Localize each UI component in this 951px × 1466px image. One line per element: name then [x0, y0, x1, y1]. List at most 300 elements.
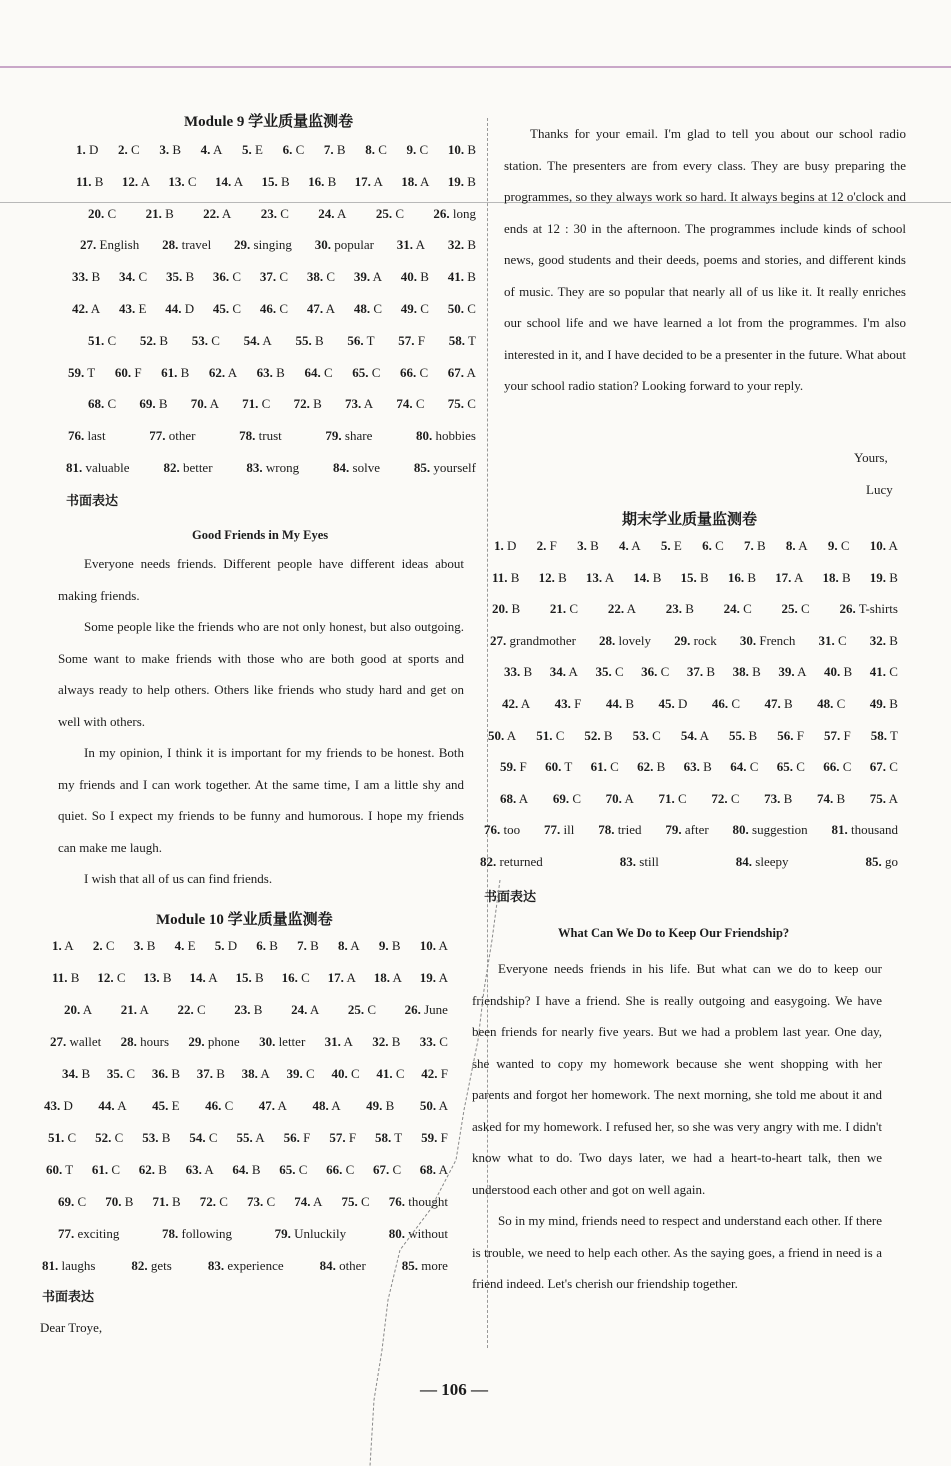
answer-item: [764, 696, 792, 712]
answer-row: [484, 822, 898, 838]
answer-number: 73.: [764, 790, 781, 806]
final-essay-body: [472, 953, 882, 1300]
answer-item: [608, 601, 636, 617]
answer-number: 58.: [375, 1130, 392, 1145]
answer-value: C: [746, 759, 759, 775]
answer-value: B: [586, 538, 599, 553]
answer-item: [256, 938, 278, 954]
answer-number: 47.: [764, 696, 781, 711]
answer-number: 41.: [869, 664, 886, 680]
answer-item: [712, 696, 740, 712]
answer-value: C: [263, 1194, 276, 1209]
answer-item: [188, 1034, 239, 1050]
answer-number: 35.: [165, 269, 183, 285]
answer-value: F: [516, 759, 527, 775]
answer-number: 54.: [243, 332, 260, 348]
answer-value: A: [628, 538, 641, 553]
answer-value: wallet: [66, 1034, 102, 1049]
answer-value: C: [392, 1066, 405, 1081]
answer-item: [93, 938, 115, 954]
answer-item: [828, 538, 850, 554]
answer-number: 43.: [44, 1098, 61, 1113]
answer-number: 14.: [633, 569, 650, 585]
answer-value: ill: [560, 822, 575, 838]
answer-value: tried: [614, 822, 642, 838]
answer-item: [870, 696, 898, 712]
answer-number: 27.: [490, 632, 507, 648]
answer-number: 22.: [607, 601, 625, 617]
answer-item: [352, 365, 380, 381]
answer-number: 46.: [205, 1098, 222, 1113]
answer-number: 82.: [131, 1258, 148, 1273]
answer-item: [324, 142, 346, 158]
answer-number: 51.: [536, 727, 553, 743]
answer-item: [414, 460, 476, 476]
answer-number: 20.: [64, 1002, 81, 1017]
answer-item: [599, 633, 651, 649]
answer-item: [143, 970, 171, 986]
answer-item: [66, 460, 130, 476]
answer-item: [48, 1130, 76, 1146]
answer-value: A: [138, 173, 151, 189]
answer-value: F: [570, 696, 582, 711]
answer-item: [279, 1162, 307, 1178]
answer-item: [242, 142, 263, 158]
answer-value: B: [272, 364, 285, 380]
answer-value: rock: [690, 632, 717, 648]
answer-number: 10.: [869, 538, 886, 553]
answer-value: A: [389, 970, 402, 985]
answer-number: 34.: [62, 1066, 79, 1081]
answer-number: 46.: [259, 301, 277, 316]
answer-number: 70.: [105, 1194, 122, 1209]
answer-number: 32.: [447, 237, 465, 253]
answer-number: 5.: [241, 142, 252, 157]
answer-item: [539, 570, 567, 586]
answer-number: 10.: [419, 938, 436, 953]
answer-item: [775, 570, 803, 586]
answer-number: 44.: [605, 696, 623, 711]
answer-number: 3.: [133, 938, 144, 953]
answer-value: C: [464, 301, 476, 316]
answer-number: 40.: [400, 269, 418, 285]
answer-value: B: [311, 332, 324, 348]
answer-item: [284, 1130, 311, 1146]
answer-value: popular: [330, 237, 374, 253]
answer-item: [764, 791, 792, 807]
answer-value: C: [104, 205, 117, 221]
answer-value: A: [307, 1002, 320, 1017]
answer-item: [839, 601, 898, 617]
answer-value: C: [611, 664, 624, 680]
answer-item: [208, 1258, 284, 1274]
answer-value: A: [463, 364, 476, 380]
answer-item: [502, 696, 530, 712]
answer-number: 33.: [504, 664, 521, 680]
answer-item: [275, 1226, 347, 1242]
answer-value: B: [388, 938, 401, 953]
answer-item: [215, 938, 237, 954]
answer-item: [724, 601, 752, 617]
answer-item: [822, 570, 850, 586]
answer-item: [98, 1098, 126, 1114]
answer-value: C: [833, 696, 846, 711]
answer-item: [134, 938, 156, 954]
answer-number: 71.: [242, 396, 259, 412]
answer-item: [307, 301, 335, 317]
answer-item: [777, 728, 804, 744]
answer-number: 37.: [686, 664, 704, 680]
answer-value: B: [78, 1066, 91, 1081]
answer-number: 67.: [447, 364, 464, 380]
answer-value: A: [259, 332, 272, 348]
answer-value: B: [649, 569, 662, 585]
answer-number: 25.: [375, 205, 393, 221]
answer-value: sleepy: [752, 854, 789, 869]
answer-value: C: [104, 332, 117, 348]
answer-value: share: [341, 428, 373, 444]
answer-number: 61.: [161, 364, 178, 380]
answer-number: 37.: [259, 269, 277, 285]
answer-number: 45.: [658, 696, 675, 711]
answer-value: C: [606, 759, 619, 775]
answer-item: [658, 791, 686, 807]
answer-number: 49.: [400, 301, 418, 316]
answer-value: A: [885, 538, 898, 553]
answer-item: [153, 1194, 181, 1210]
answer-number: 17.: [354, 173, 371, 189]
answer-item: [304, 365, 332, 381]
answer-item: [333, 460, 380, 476]
essay-paragraph: In my opinion, I think it is important for my friends to be honest. Both my friends and I can work together. At the same time, I am a little shy and quiet. So I expect my friends to be funny and humorous. I hope my friends can make me laugh.: [58, 745, 464, 855]
answer-item: [733, 664, 761, 680]
answer-number: 26.: [404, 1002, 421, 1017]
answer-number: 22.: [203, 205, 220, 221]
answer-item: [105, 1194, 133, 1210]
answer-item: [315, 237, 374, 253]
answer-number: 12.: [538, 569, 555, 585]
answer-value: C: [416, 142, 429, 157]
answer-item: [64, 1002, 92, 1018]
answer-value: A: [413, 237, 425, 253]
answer-item: [702, 538, 724, 554]
answer-item: [197, 1066, 225, 1082]
answer-number: 74.: [294, 1194, 311, 1209]
answer-item: [480, 854, 543, 870]
answer-value: B: [507, 569, 520, 585]
essay-paragraph: Everyone needs friends in his life. But what can we do to keep our friendship? I have a friend. She is really outgoing and easygoing. We have been friends for nearly five years. But we had a problem last year. One day, she wanted to copy my homework because she went shopping with her parents and forgot her homework. The next morning, she told me about it and asked for my homework. I refused her, so she was very angry with me. I didn't know what to do. Two days later, we had a heart-to-heart talk, then we understood each other and got on well again.: [472, 961, 882, 1197]
answer-item: [260, 301, 288, 317]
answer-item: [282, 970, 310, 986]
answer-number: 33.: [419, 1034, 436, 1049]
answer-number: 85.: [401, 1258, 418, 1273]
answer-item: [232, 1162, 260, 1178]
answer-item: [666, 601, 694, 617]
answer-value: B: [464, 173, 476, 189]
answer-number: 23.: [665, 601, 682, 617]
essay-paragraph: So in my mind, friends need to respect and understand each other. If there is trouble, we need to help each other. As the saying goes, a friend in need is a friend indeed. Let's cherish our friendship together.: [472, 1213, 882, 1291]
answer-number: 44.: [98, 1098, 115, 1113]
answer-value: T: [887, 727, 898, 743]
answer-value: C: [797, 601, 810, 617]
answer-item: [782, 601, 810, 617]
answer-number: 14.: [214, 173, 232, 189]
answer-number: 54.: [680, 727, 698, 743]
answer-value: D: [181, 301, 195, 316]
answer-number: 29.: [674, 632, 691, 648]
answer-item: [728, 570, 756, 586]
page-top-rule: [0, 66, 951, 68]
answer-value: A: [697, 727, 709, 743]
answer-item: [42, 1258, 95, 1274]
answer-value: F: [131, 364, 142, 380]
answer-item: [213, 301, 241, 317]
answer-number: 65.: [279, 1162, 296, 1177]
answer-value: B: [520, 664, 533, 680]
answer-number: 48.: [312, 1098, 329, 1113]
answer-number: 76.: [388, 1194, 405, 1209]
answer-row: [88, 333, 476, 349]
answer-item: [139, 396, 167, 412]
answer-value: French: [756, 632, 796, 648]
answer-number: 57.: [329, 1130, 346, 1145]
answer-value: too: [500, 822, 521, 838]
answer-value: A: [334, 205, 347, 221]
answer-item: [76, 142, 98, 158]
answer-value: D: [60, 1098, 73, 1113]
answer-item: [262, 174, 290, 190]
answer-value: A: [343, 970, 356, 985]
answer-item: [242, 1066, 270, 1082]
answer-item: [354, 301, 382, 317]
answer-value: C: [657, 664, 670, 680]
answer-item: [162, 237, 211, 253]
answer-number: 13.: [585, 569, 603, 585]
answer-value: C: [104, 396, 117, 412]
answer-value: F: [793, 727, 804, 743]
answer-item: [328, 970, 356, 986]
answer-value: B: [143, 938, 156, 953]
answer-number: 30.: [739, 632, 757, 648]
answer-item: [620, 854, 659, 870]
answer-item: [318, 206, 346, 222]
answer-number: 74.: [816, 790, 834, 806]
answer-value: A: [340, 1034, 353, 1049]
answer-item: [778, 664, 806, 680]
answer-number: 8.: [785, 538, 796, 553]
answer-value: B: [780, 790, 793, 806]
answer-item: [200, 1194, 228, 1210]
answer-number: 13.: [143, 970, 160, 985]
answer-item: [166, 269, 194, 285]
answer-value: A: [257, 1066, 270, 1081]
answer-value: Unluckily: [290, 1226, 347, 1241]
answer-number: 64.: [304, 364, 321, 380]
answer-value: D: [674, 696, 688, 711]
answer-item: [866, 854, 899, 870]
answer-number: 57.: [398, 332, 415, 348]
answer-number: 79.: [325, 428, 342, 444]
answer-item: [209, 365, 237, 381]
answer-item: [107, 1066, 135, 1082]
module9-essay-body: [58, 548, 464, 895]
answer-item: [606, 791, 634, 807]
answer-number: 56.: [283, 1130, 300, 1145]
answer-number: 43.: [554, 696, 571, 711]
answer-value: B: [161, 205, 174, 221]
answer-item: [736, 854, 789, 870]
answer-value: D: [224, 938, 238, 953]
answer-number: 78.: [161, 1226, 179, 1241]
answer-item: [870, 664, 898, 680]
answer-value: C: [792, 759, 805, 775]
answer-value: C: [342, 1162, 355, 1177]
answer-value: B: [333, 142, 346, 157]
answer-value: B: [699, 759, 712, 775]
answer-number: 68.: [419, 1162, 437, 1177]
answer-number: 2.: [536, 538, 547, 553]
answer-number: 28.: [162, 237, 179, 253]
answer-number: 53.: [142, 1130, 159, 1145]
answer-value: more: [417, 1258, 448, 1273]
answer-value: A: [323, 301, 336, 316]
answer-value: B: [622, 696, 635, 711]
answer-number: 75.: [447, 396, 464, 412]
answer-number: 66.: [399, 364, 417, 380]
answer-number: 9.: [827, 538, 838, 553]
answer-value: A: [114, 1098, 127, 1113]
answer-item: [817, 791, 845, 807]
answer-value: A: [370, 269, 382, 285]
answer-number: 79.: [274, 1226, 291, 1241]
answer-number: 67.: [869, 759, 886, 775]
answer-number: 26.: [433, 205, 450, 221]
answer-number: 11.: [492, 569, 508, 585]
answer-item: [201, 142, 223, 158]
answer-item: [161, 365, 189, 381]
answer-value: B: [464, 269, 476, 285]
answer-number: 35.: [106, 1066, 124, 1081]
answer-item: [397, 237, 425, 253]
answer-value: laughs: [58, 1258, 96, 1273]
answer-value: returned: [496, 854, 543, 869]
answer-value: B: [886, 696, 898, 711]
answer-value: C: [297, 970, 310, 985]
answer-value: wrong: [262, 460, 300, 475]
answer-value: C: [364, 1002, 376, 1017]
answer-value: B: [121, 1194, 134, 1209]
letter-paragraph: Thanks for your email. I'm glad to tell you about our school radio station. The presenters are from every class. They are busy preparing the programmes, so they always work so hard. It always begins at 12 o'clock and ends at 12 : 30 in the afternoon. The programmes include kinds of school news, good students and their deeds, poems and stories, and different kinds of music. They are so popular that nearly all of us like it. It really enriches our school life and we have learned a lot from the programmes. I'm also interested in it, and I have decided to be a presenter in the future. What about your school radio station? Looking forward to your reply.: [504, 126, 906, 393]
answer-value: A: [310, 1194, 323, 1209]
answer-item: [162, 1226, 232, 1242]
answer-row: [480, 854, 898, 870]
answer-item: [326, 1162, 354, 1178]
answer-number: 52.: [584, 727, 601, 743]
answer-number: 38.: [306, 269, 324, 285]
module10-title: Module 10 学业质量监测卷: [156, 912, 333, 928]
answer-number: 31.: [818, 632, 835, 648]
answer-value: grandmother: [506, 632, 576, 648]
answer-item: [152, 1098, 179, 1114]
answer-value: B: [748, 664, 761, 680]
answer-item: [433, 206, 476, 222]
answer-number: 36.: [212, 269, 230, 285]
answer-value: A: [795, 538, 808, 553]
answer-item: [149, 428, 195, 444]
answer-value: last: [84, 428, 106, 444]
answer-value: B: [703, 664, 716, 680]
answer-item: [331, 1066, 359, 1082]
answer-number: 12.: [97, 970, 114, 985]
answer-item: [537, 538, 557, 554]
answer-value: C: [389, 1162, 402, 1177]
answer-item: [376, 206, 404, 222]
answer-number: 42.: [72, 301, 89, 316]
answer-number: 79.: [665, 822, 682, 838]
answer-number: 61.: [91, 1162, 109, 1177]
answer-item: [287, 1066, 315, 1082]
answer-number: 23.: [260, 205, 277, 221]
answer-item: [681, 728, 709, 744]
answer-value: C: [436, 1034, 448, 1049]
answer-item: [400, 365, 428, 381]
answer-row: [488, 728, 898, 744]
answer-item: [448, 396, 476, 412]
answer-item: [584, 728, 612, 744]
answer-value: F: [414, 332, 426, 348]
answer-item: [484, 822, 520, 838]
answer-item: [44, 1098, 73, 1114]
answer-number: 59.: [68, 364, 85, 380]
answer-number: 47.: [306, 301, 324, 316]
answer-value: B: [306, 938, 319, 953]
answer-value: C: [392, 205, 404, 221]
answer-value: B: [886, 569, 898, 585]
answer-value: E: [135, 301, 147, 316]
answer-item: [159, 142, 181, 158]
answer-item: [294, 396, 322, 412]
answer-value: B: [464, 142, 476, 157]
answer-number: 72.: [711, 790, 728, 806]
answer-value: go: [881, 854, 898, 869]
answer-value: C: [295, 1162, 308, 1177]
answer-item: [687, 664, 715, 680]
answer-number: 68.: [500, 790, 517, 806]
answer-value: B: [88, 269, 101, 285]
answer-value: C: [64, 1130, 77, 1145]
answer-value: B: [266, 938, 278, 953]
answer-number: 47.: [258, 1098, 275, 1113]
answer-row: [492, 570, 898, 586]
letter-salutation: Dear Troye,: [40, 1320, 103, 1335]
answer-row: [76, 142, 476, 158]
answer-item: [823, 759, 851, 775]
answer-number: 29.: [234, 237, 251, 253]
answer-value: C: [193, 1002, 206, 1017]
answer-value: other: [335, 1258, 366, 1273]
answer-number: 4.: [619, 538, 629, 553]
answer-number: 81.: [831, 822, 848, 838]
answer-number: 35.: [595, 664, 612, 680]
answer-number: 50.: [488, 727, 505, 743]
answer-number: 55.: [236, 1130, 253, 1145]
answer-number: 38.: [241, 1066, 258, 1081]
answer-value: B: [169, 142, 182, 157]
answer-item: [536, 728, 564, 744]
answer-number: 9.: [406, 142, 417, 157]
letter-closing: Yours,: [854, 450, 888, 465]
answer-value: B: [251, 970, 264, 985]
